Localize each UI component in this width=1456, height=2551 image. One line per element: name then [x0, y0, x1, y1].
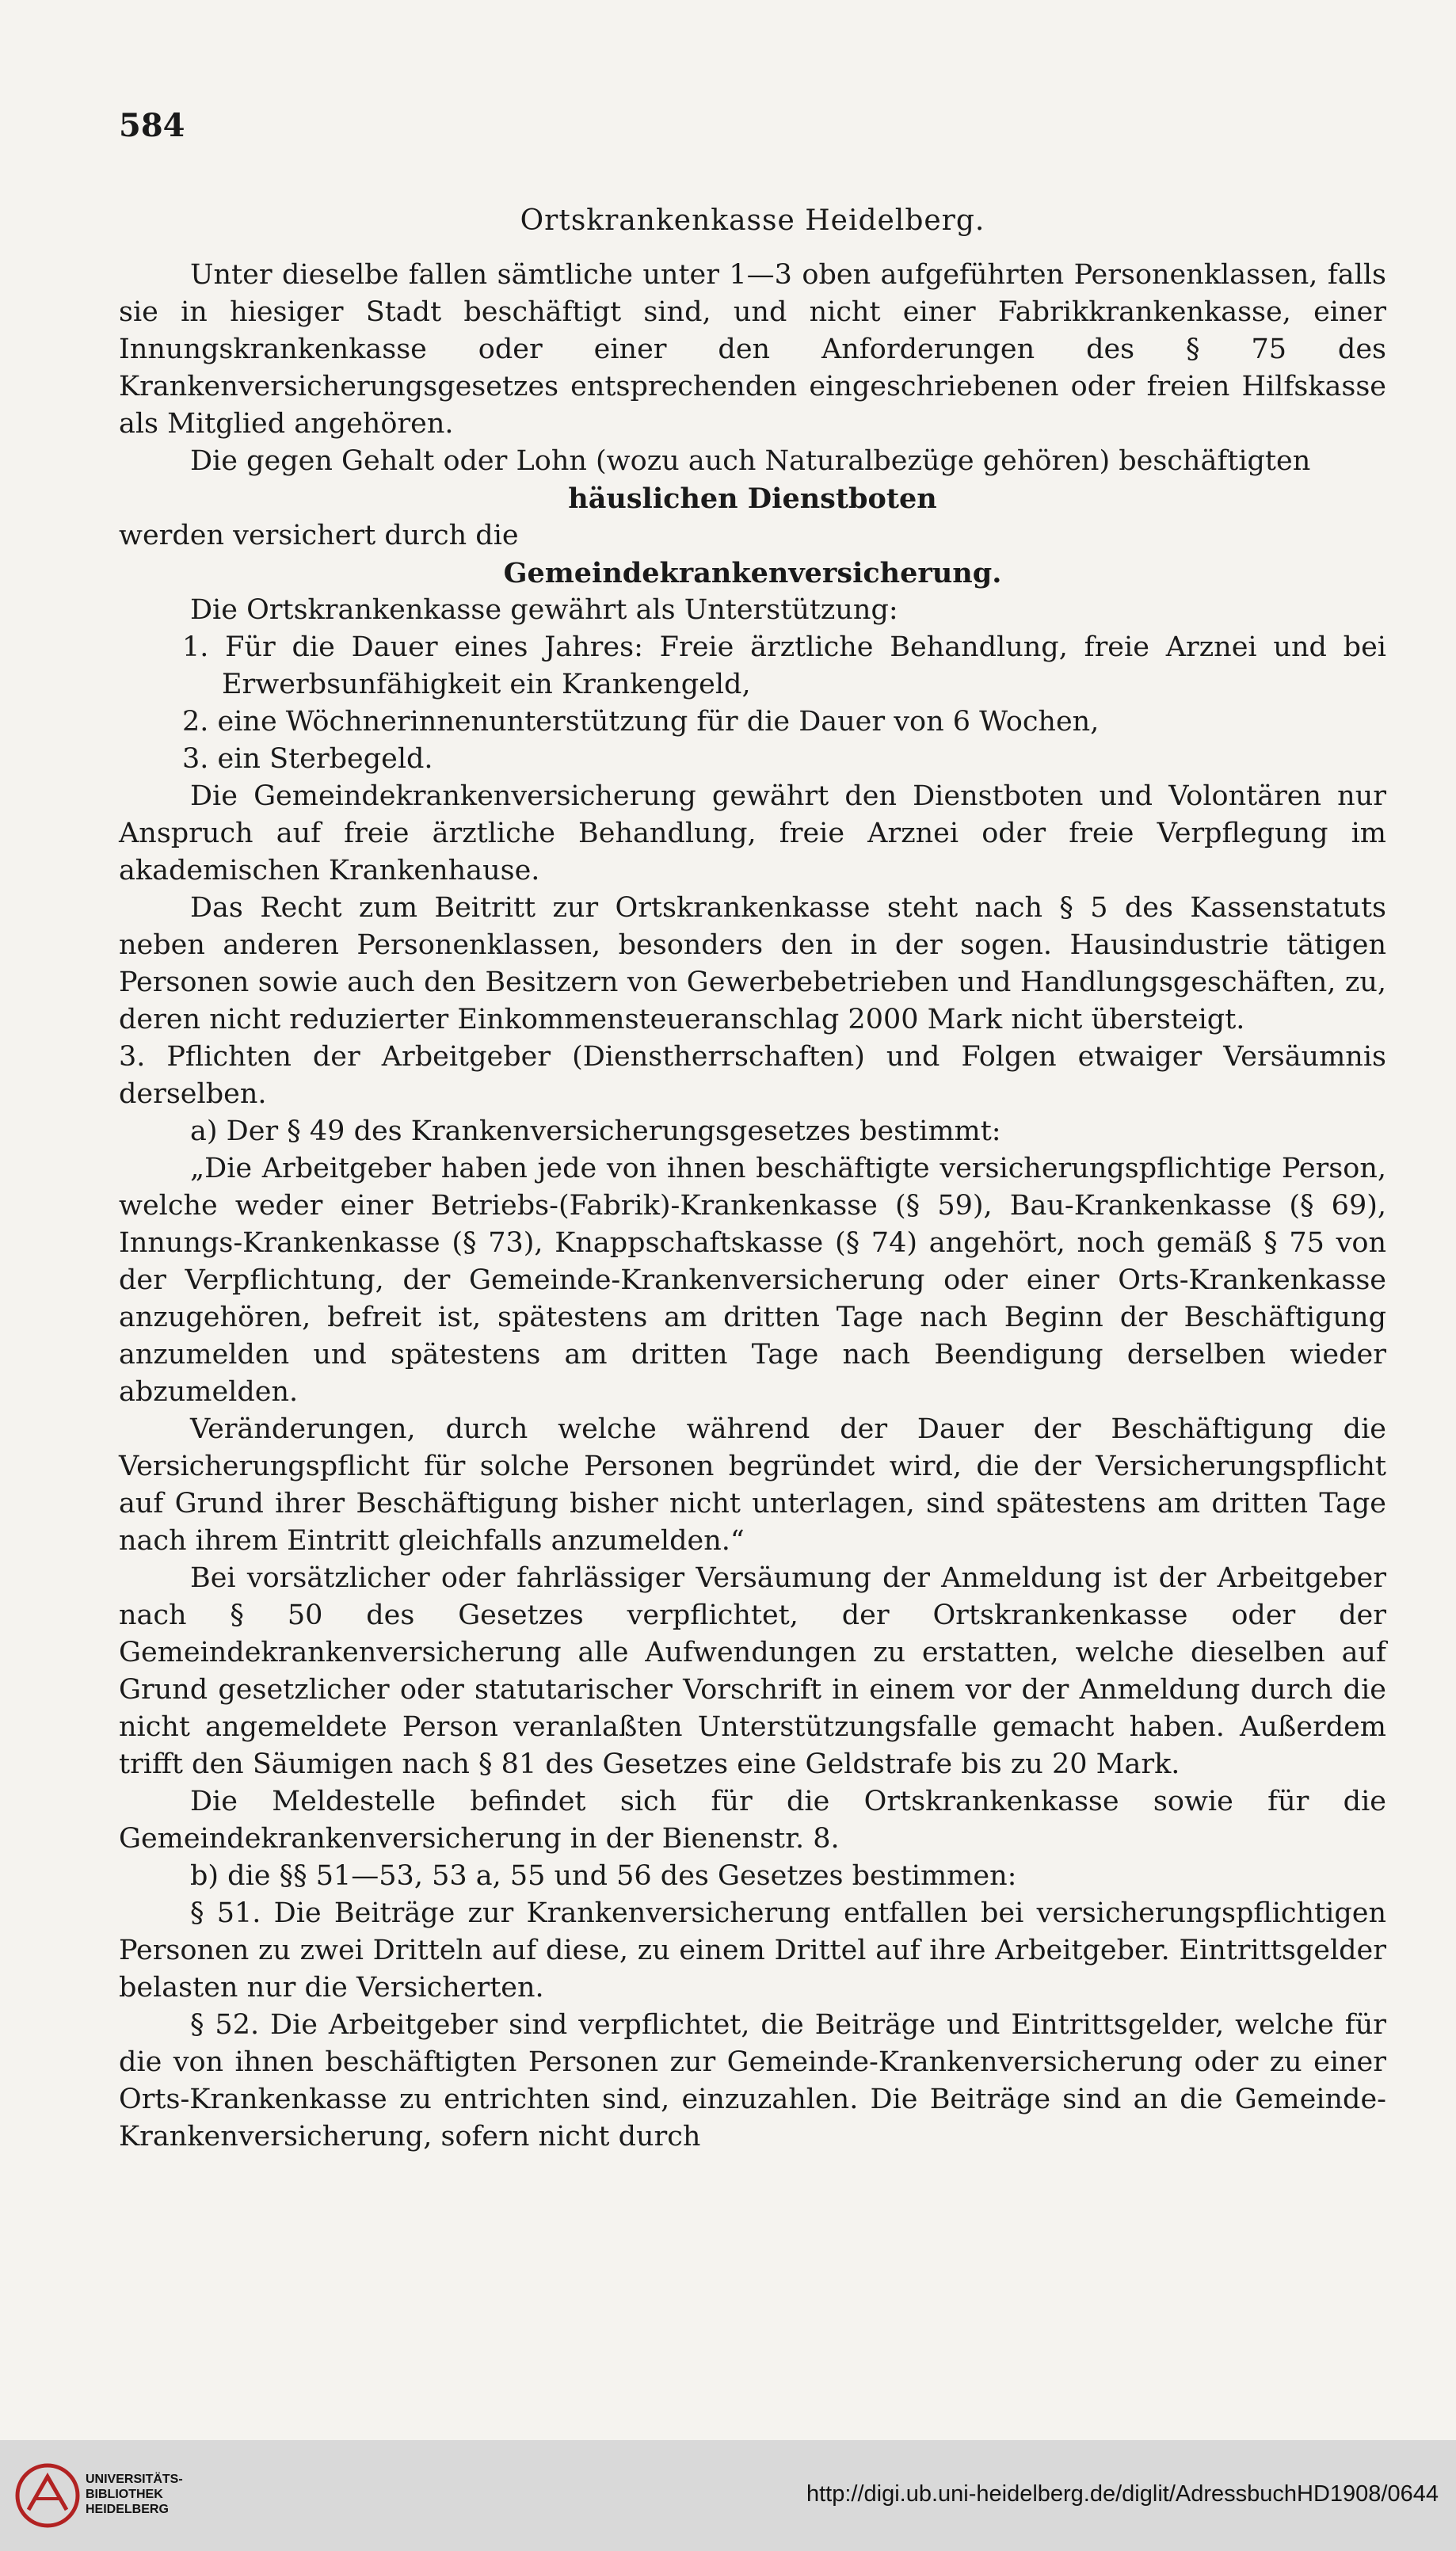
source-url-link[interactable]: http://digi.ub.uni-heidelberg.de/diglit/AdressbuchHD1908/0644	[806, 2481, 1439, 2507]
benefits-list	[119, 629, 1386, 778]
section-3-title: 3. Pflichten der Arbeitgeber (Dienstherrschaften) und Folgen etwaiger Versäumnis derselben.	[119, 1041, 1386, 1110]
quote-paragraph-2: Veränderungen, durch welche während der Dauer der Beschäftigung die Versicherungspflicht für solche Personen begründet wird, die der Versicherungspflicht auf Grund ihrer Beschäftigung bisher nicht unterlagen, sind spätestens am dritten Tage nach ihrem Eintritt gleichfalls anzumelden.“	[119, 1413, 1386, 1557]
paragraph-right-to-join: Das Recht zum Beitritt zur Ortskrankenkasse steht nach § 5 des Kassenstatuts neben anderen Personenklassen, besonders den in der sogen. Hausindustrie tätigen Personen sowie auch den Besitzern von Gewerbebetrieben und Handlungsgeschäften, zu, deren nicht reduzierter Einkommensteueranschlag 2000 Mark nicht übersteigt.	[119, 892, 1386, 1035]
quote-paragraph-1: „Die Arbeitgeber haben jede von ihnen beschäftigte versicherungspflichtige Person, welche weder einer Betriebs-(Fabrik)-Krankenkasse (§ 59), Bau-Krankenkasse (§ 69), Innungs-Krankenkasse (§ 73), Knappschaftskasse (§ 74) angehört, noch gemäß § 75 von der Verpflichtung, der Gemeinde-Krankenversicherung oder einer Orts-Krankenkasse anzugehören, befreit ist, spätestens am dritten Tage nach Beginn der Beschäftigung anzumelden und spätestens am dritten Tage nach Beendigung derselben wieder abzumelden.	[119, 1153, 1386, 1408]
page-number: 584	[119, 107, 185, 144]
paragraph-municipal-benefits: Die Gemeindekrankenversicherung gewährt den Dienstboten und Volontären nur Anspruch auf freie ärztliche Behandlung, freie Arznei oder freie Verpflegung im akademischen Krankenhause.	[119, 780, 1386, 887]
section-heading: Ortskrankenkasse Heidelberg.	[520, 204, 985, 237]
list-item: 3. ein Sterbegeld.	[182, 743, 433, 775]
paragraph-section-51: § 51. Die Beiträge zur Krankenversicherung entfallen bei versicherungspflichtigen Personen zu zwei Dritteln auf diese, zu einem Drittel auf ihre Arbeitgeber. Eintrittsgelder belasten nur die Versicherten.	[119, 1897, 1386, 2004]
center-municipal-insurance: Gemeindekrankenversicherung.	[503, 557, 1002, 589]
library-logo-icon	[14, 2462, 81, 2529]
paragraph-wage: Die gegen Gehalt oder Lohn (wozu auch Naturalbezüge gehören) beschäftigten	[190, 445, 1311, 477]
footer-bar	[0, 2440, 1456, 2551]
page-content	[119, 202, 1386, 2156]
paragraph-membership: Unter dieselbe fallen sämtliche unter 1—3 oben aufgeführten Personenklassen, falls sie in hiesiger Stadt beschäftigt sind, und nicht einer Fabrikkrankenkasse, einer Innungskrankenkasse oder einer den Anforderungen des § 75 des Krankenversicherungsgesetzes entsprechenden eingeschriebenen oder freien Hilfskasse als Mitglied angehören.	[119, 259, 1386, 440]
subsection-b-intro: b) die §§ 51—53, 53 a, 55 und 56 des Gesetzes bestimmen:	[190, 1860, 1017, 1892]
list-item: 2. eine Wöchnerinnenunterstützung für die Dauer von 6 Wochen,	[182, 706, 1100, 738]
paragraph-penalty: Bei vorsätzlicher oder fahrlässiger Versäumung der Anmeldung ist der Arbeitgeber nach § 50 des Gesetzes verpflichtet, der Ortskrankenkasse oder der Gemeindekrankenversicherung alle Aufwendungen zu erstatten, welche dieselben auf Grund gesetzlicher oder statutarischer Vorschrift in einem vor der Anmeldung durch die nicht angemeldete Person veranlaßten Unterstützungsfalle gemacht haben. Außerdem trifft den Säumigen nach § 81 des Gesetzes eine Geldstrafe bis zu 20 Mark.	[119, 1562, 1386, 1780]
list-item: 1. Für die Dauer eines Jahres: Freie ärztliche Behandlung, freie Arznei und bei Erwerbsunfähigkeit ein Krankengeld,	[182, 631, 1386, 700]
center-servants: häuslichen Dienstboten	[568, 482, 937, 515]
library-name: UNIVERSITÄTS- BIBLIOTHEK HEIDELBERG	[86, 2473, 183, 2516]
paragraph-benefits-intro: Die Ortskrankenkasse gewährt als Unterstützung:	[190, 594, 898, 626]
paragraph-section-52: § 52. Die Arbeitgeber sind verpflichtet, die Beiträge und Eintrittsgelder, welche für die von ihnen beschäftigten Personen zur Gemeinde-Krankenversicherung oder zu einer Orts-Krankenkasse zu entrichten sind, einzuzahlen. Die Beiträge sind an die Gemeinde-Krankenversicherung, sofern nicht durch	[119, 2009, 1386, 2153]
subsection-a-intro: a) Der § 49 des Krankenversicherungsgesetzes bestimmt:	[190, 1115, 1001, 1147]
paragraph-registration-office: Die Meldestelle befindet sich für die Ortskrankenkasse sowie für die Gemeindekrankenversicherung in der Bienenstr. 8.	[119, 1786, 1386, 1855]
paragraph-insured-by: werden versichert durch die	[119, 520, 519, 551]
